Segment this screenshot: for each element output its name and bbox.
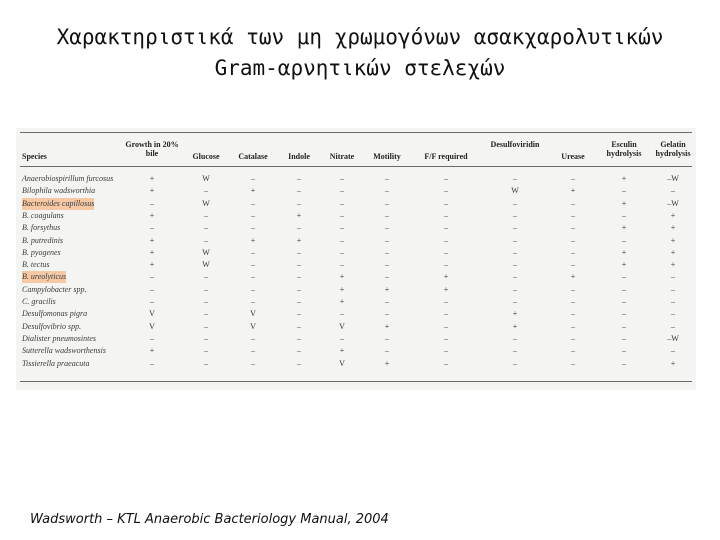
table-cell: +	[570, 186, 576, 196]
table-cell: –	[385, 333, 389, 343]
species-name: Desulfovibrio spp.	[22, 321, 82, 331]
table-cell: –	[622, 284, 626, 294]
table-cell: –	[340, 247, 344, 257]
species-name: C. gracilis	[22, 297, 56, 306]
table-cell: –	[297, 186, 301, 196]
table-cell: –	[340, 198, 344, 208]
table-cell: –	[340, 333, 344, 343]
table-cell: –	[204, 210, 208, 220]
table-cell: –	[622, 210, 626, 220]
table-cell: –	[150, 198, 154, 208]
table-cell: –	[385, 346, 389, 356]
table-cell: –	[513, 210, 517, 220]
table-cell: V	[339, 358, 345, 368]
source-citation: Wadsworth – KTL Anaerobic Bacteriology Manual, 2004	[30, 512, 389, 527]
table-cell: –	[385, 272, 389, 282]
table-cell: +	[621, 174, 627, 183]
table-cell: –	[340, 210, 344, 220]
species-name: B. pyogenes	[22, 247, 61, 257]
table-cell: –	[513, 346, 517, 356]
table-cell: –	[297, 309, 301, 319]
table-cell: –	[571, 260, 575, 270]
table-cell: +	[670, 247, 676, 257]
table-cell: –	[251, 284, 255, 294]
table-cell: –	[150, 284, 154, 294]
table-cell: –	[622, 321, 626, 331]
table-cell: –	[385, 210, 389, 220]
column-header-nitrate: Nitrate	[329, 152, 355, 161]
table-cell: +	[339, 272, 345, 282]
table-cell: –	[385, 309, 389, 319]
column-header-urease: Urease	[561, 152, 585, 161]
table-cell: –	[444, 210, 448, 220]
table-cell: –	[444, 358, 448, 368]
table-cell: –	[513, 297, 517, 306]
table-cell: W	[511, 186, 519, 196]
table-cell: –	[251, 358, 255, 368]
species-name: B. coagulans	[22, 210, 64, 220]
table-cell: V	[250, 309, 256, 319]
table-cell: –	[297, 284, 301, 294]
table-cell: V	[339, 321, 345, 331]
table-cell: –	[251, 333, 255, 343]
slide-title-line-1: Χαρακτηριστικά των μη χρωμογόνων ασακχαρολυτικών	[56, 25, 664, 49]
species-name: Campylobacter spp.	[22, 284, 87, 294]
table-cell: +	[670, 223, 676, 233]
table-cell: +	[339, 297, 345, 306]
table-cell: +	[512, 309, 518, 319]
table-cell: +	[443, 284, 449, 294]
table-cell: W	[202, 174, 210, 183]
table-cell: –	[150, 272, 154, 282]
table-cell: –	[385, 198, 389, 208]
table-cell: –	[204, 346, 208, 356]
table-cell: –	[444, 186, 448, 196]
table-cell: –	[513, 358, 517, 368]
table-cell: –	[444, 321, 448, 331]
table-cell: –	[340, 186, 344, 196]
species-name: Bilophila wadsworthia	[22, 186, 96, 196]
species-name: Desulfomonas pigra	[22, 309, 88, 319]
table-cell: –	[204, 272, 208, 282]
table-cell: –	[671, 321, 675, 331]
table-cell: –	[251, 174, 255, 183]
table-cell: +	[149, 235, 155, 245]
table-cell: +	[384, 284, 390, 294]
table-cell: +	[250, 186, 256, 196]
table-cell: W	[202, 247, 210, 257]
table-cell: –W	[667, 198, 679, 208]
column-header-glucose: Glucose	[192, 152, 220, 161]
table-cell: –	[513, 333, 517, 343]
table-cell: –	[297, 358, 301, 368]
table-cell: +	[621, 260, 627, 270]
column-header-bile: Growth in 20% bile	[125, 140, 179, 158]
column-header-motility: Motility	[373, 152, 401, 161]
table-cell: V	[149, 309, 155, 319]
table-cell: +	[621, 223, 627, 233]
table-cell: –	[671, 346, 675, 356]
table-cell: +	[339, 284, 345, 294]
table-cell: –	[513, 235, 517, 245]
table-cell: –	[513, 284, 517, 294]
table-cell: –	[671, 272, 675, 282]
table-cell: –	[513, 247, 517, 257]
column-header-esculin: Esculin hydrolysis	[606, 140, 642, 158]
table-cell: –	[385, 297, 389, 306]
table-cell: –	[571, 235, 575, 245]
column-header-desulfo: Desulfoviridin	[490, 140, 540, 149]
table-cell: –	[297, 333, 301, 343]
table-cell: –	[622, 297, 626, 306]
species-name: B. tectus	[22, 260, 50, 270]
table-cell: –	[444, 223, 448, 233]
table-cell: –	[671, 309, 675, 319]
column-header-species: Species	[22, 152, 47, 161]
table-cell: –	[150, 223, 154, 233]
table-cell: –	[571, 198, 575, 208]
table-cell: V	[149, 321, 155, 331]
species-name: Anaerobiospirillum furcosus	[22, 174, 114, 183]
table-cell: V	[250, 321, 256, 331]
table-cell: –	[571, 333, 575, 343]
table-cell: +	[296, 210, 302, 220]
table-cell: –	[340, 260, 344, 270]
table-cell: –	[671, 297, 675, 306]
table-cell: –	[297, 247, 301, 257]
table-cell: –	[622, 346, 626, 356]
table-cell: –	[671, 186, 675, 196]
species-name: Bacteroides capillosus	[22, 198, 95, 208]
species-name: Dialister pneumosintes	[22, 333, 96, 343]
table-cell: –	[571, 247, 575, 257]
table-cell: –W	[667, 174, 679, 183]
table-cell: –	[150, 333, 154, 343]
table-cell: –	[571, 284, 575, 294]
table-cell: +	[570, 272, 576, 282]
table-cell: –	[622, 333, 626, 343]
species-name: Tissierella praeacuta	[22, 358, 90, 368]
table-cell: –	[571, 210, 575, 220]
table-cell: –	[204, 186, 208, 196]
table-cell: –	[204, 297, 208, 306]
table-cell: –	[513, 272, 517, 282]
table-cell: +	[670, 358, 676, 368]
species-name: B. ureolyticus	[22, 272, 67, 282]
table-cell: –	[385, 235, 389, 245]
table-cell: –	[385, 186, 389, 196]
table-cell: –	[340, 174, 344, 183]
table-cell: –	[622, 272, 626, 282]
table-cell: +	[443, 272, 449, 282]
table-cell: +	[149, 186, 155, 196]
table-top-rule	[20, 132, 692, 133]
table-cell: –	[622, 235, 626, 245]
table-cell: +	[149, 260, 155, 270]
table-cell: +	[149, 247, 155, 257]
table-cell: –	[204, 223, 208, 233]
species-name: B. forsythus	[22, 223, 61, 233]
table-cell: –	[571, 297, 575, 306]
table-cell: –	[571, 223, 575, 233]
table-cell: –	[571, 174, 575, 183]
table-cell: –	[571, 346, 575, 356]
table-cell: –	[340, 235, 344, 245]
table-cell: W	[202, 198, 210, 208]
table-cell: –	[204, 333, 208, 343]
table-cell: –	[251, 198, 255, 208]
table-cell: +	[512, 321, 518, 331]
table-cell: –	[297, 198, 301, 208]
table-cell: +	[250, 235, 256, 245]
table-cell: –	[297, 223, 301, 233]
table-cell: –	[444, 297, 448, 306]
table-cell: –	[444, 346, 448, 356]
table-cell: +	[339, 346, 345, 356]
table-cell: –	[150, 358, 154, 368]
table-cell: –W	[667, 333, 679, 343]
table-cell: –	[444, 235, 448, 245]
table-cell: –	[622, 309, 626, 319]
table-cell: –	[385, 174, 389, 183]
table-cell: –	[204, 284, 208, 294]
table-cell: –	[204, 321, 208, 331]
table-cell: –	[251, 346, 255, 356]
column-header-fe: F/F required	[424, 152, 468, 161]
table-cell: –	[297, 346, 301, 356]
table-cell: –	[385, 260, 389, 270]
table-cell: –	[297, 174, 301, 183]
table-cell: +	[621, 247, 627, 257]
table-cell: –	[571, 358, 575, 368]
table-cell: –	[297, 272, 301, 282]
table-cell: –	[513, 223, 517, 233]
table-cell: –	[204, 309, 208, 319]
table-cell: +	[670, 235, 676, 245]
table-cell: –	[297, 297, 301, 306]
table-cell: –	[340, 223, 344, 233]
table-cell: –	[251, 272, 255, 282]
table-cell: –	[444, 198, 448, 208]
slide-title	[0, 22, 720, 84]
table-cell: –	[444, 174, 448, 183]
table-cell: +	[670, 260, 676, 270]
scanned-table-image	[16, 128, 696, 390]
species-name: B. putredinis	[22, 235, 64, 245]
table-cell: +	[149, 346, 155, 356]
table-cell: –	[297, 260, 301, 270]
table-cell: –	[251, 210, 255, 220]
table-cell: –	[444, 333, 448, 343]
table-cell: –	[340, 309, 344, 319]
table-cell: –	[622, 358, 626, 368]
table-cell: –	[385, 223, 389, 233]
table-cell: +	[149, 210, 155, 220]
table-cell: +	[621, 198, 627, 208]
table-cell: –	[251, 260, 255, 270]
table-cell: –	[444, 260, 448, 270]
table-cell: –	[571, 321, 575, 331]
table-cell: –	[251, 247, 255, 257]
table-cell: W	[202, 260, 210, 270]
table-cell: –	[297, 321, 301, 331]
table-header-rule	[20, 166, 692, 167]
table-bottom-rule	[20, 381, 692, 382]
table-cell: –	[251, 223, 255, 233]
table-cell: +	[149, 174, 155, 183]
table-cell: +	[670, 210, 676, 220]
table-cell: –	[204, 358, 208, 368]
table-cell: –	[444, 309, 448, 319]
column-header-gelatin: Gelatin hydrolysis	[655, 140, 691, 158]
table-cell: –	[513, 198, 517, 208]
table-cell: –	[513, 260, 517, 270]
species-name: Sutterella wadsworthensis	[22, 346, 106, 356]
table-cell: –	[571, 309, 575, 319]
table-cell: –	[671, 284, 675, 294]
table-cell: –	[251, 297, 255, 306]
table-cell: –	[622, 186, 626, 196]
table-cell: –	[444, 247, 448, 257]
column-header-catalase: Catalase	[238, 152, 268, 161]
table-cell: –	[513, 174, 517, 183]
table-cell: –	[150, 297, 154, 306]
column-header-indole: Indole	[288, 152, 310, 161]
table-cell: –	[385, 247, 389, 257]
table-cell: –	[204, 235, 208, 245]
table-cell: +	[296, 235, 302, 245]
table-cell: +	[384, 358, 390, 368]
slide-title-line-2: Gram-αρνητικών στελεχών	[214, 56, 506, 80]
table-cell: +	[384, 321, 390, 331]
